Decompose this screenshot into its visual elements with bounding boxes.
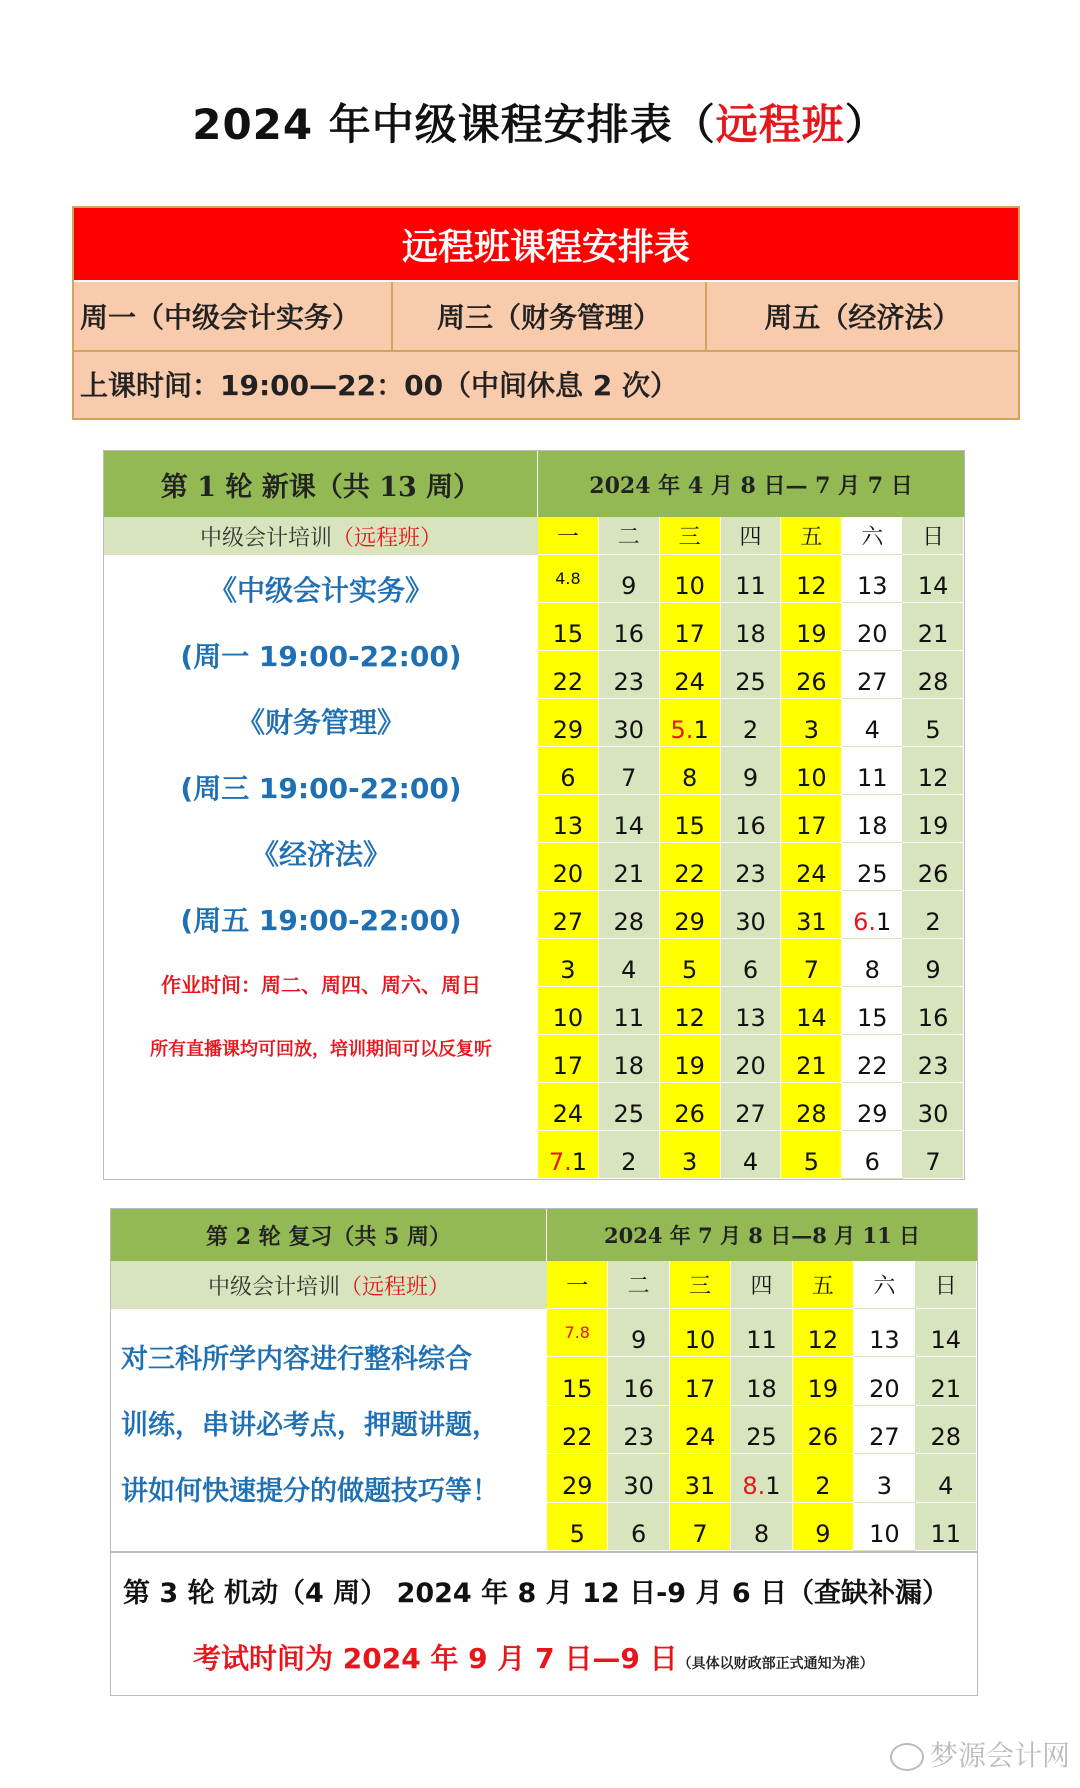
calendar-day: 10 [660,555,721,603]
weekday-header: 二 [608,1261,669,1309]
page-title [0,92,1080,152]
calendar-day: 7 [670,1503,731,1551]
calendar-day: 31 [781,891,842,939]
calendar-day: 14 [903,555,964,603]
calendar-day: 3 [781,699,842,747]
calendar-day: 7 [599,747,660,795]
calendar-day: 23 [608,1406,669,1454]
calendar-day: 24 [538,1083,599,1131]
calendar-day: 19 [793,1357,854,1405]
weekday-header: 五 [793,1261,854,1309]
calendar-day: 28 [903,651,964,699]
round2-title: 第 2 轮 复习（共 5 周） [111,1209,547,1261]
calendar-day: 25 [731,1406,792,1454]
calendar-day: 6. 1 [842,891,903,939]
calendar-day: 14 [781,987,842,1035]
calendar-day: 12 [903,747,964,795]
calendar-day: 4.8 [538,555,599,603]
calendar-day: 28 [916,1406,977,1454]
calendar-day: 30 [599,699,660,747]
weekday-header: 一 [547,1261,608,1309]
calendar-day: 30 [903,1083,964,1131]
class-time: 上课时间：19:00—22：00（中间休息 2 次） [80,369,679,402]
calendar-day: 15 [660,795,721,843]
calendar-day: 24 [781,843,842,891]
calendar-day: 10 [854,1503,915,1551]
calendar-day: 4 [916,1454,977,1502]
calendar-day: 17 [660,603,721,651]
calendar-day: 9 [903,939,964,987]
calendar-day: 26 [793,1406,854,1454]
calendar-day: 6 [842,1131,903,1179]
calendar-day: 25 [599,1083,660,1131]
calendar-day: 14 [916,1309,977,1357]
title-highlight: 远程班 [715,100,845,149]
calendar-day: 18 [721,603,782,651]
calendar-day: 20 [854,1357,915,1405]
calendar-day: 16 [721,795,782,843]
calendar-day: 8 [731,1503,792,1551]
wechat-icon [890,1743,924,1771]
calendar-day: 9 [721,747,782,795]
friday-subject: 周五（经济法） [764,301,961,334]
calendar-day: 13 [842,555,903,603]
round1-time-1: (周一 19:00-22:00) [180,640,462,673]
calendar-day: 11 [842,747,903,795]
calendar-day: 11 [731,1309,792,1357]
calendar-day: 16 [608,1357,669,1405]
calendar-day: 28 [781,1083,842,1131]
calendar-day: 10 [781,747,842,795]
calendar-day: 19 [660,1035,721,1083]
calendar-day: 21 [903,603,964,651]
calendar-day: 12 [660,987,721,1035]
round3-line: 第 3 轮 机动（4 周） 2024 年 8 月 12 日-9 月 6 日（查缺补漏） [123,1578,950,1609]
calendar-day: 4 [599,939,660,987]
calendar-day: 20 [842,603,903,651]
calendar-day: 22 [660,843,721,891]
calendar-day: 20 [721,1035,782,1083]
calendar-day: 7. 1 [538,1131,599,1179]
calendar-day: 8 [660,747,721,795]
calendar-day: 25 [721,651,782,699]
calendar-day: 23 [599,651,660,699]
calendar-day: 22 [547,1406,608,1454]
schedule-summary-box [72,206,1020,420]
calendar-day: 9 [608,1309,669,1357]
calendar-day: 11 [721,555,782,603]
calendar-day: 20 [538,843,599,891]
calendar-day: 3 [854,1454,915,1502]
calendar-day: 28 [599,891,660,939]
round1-calendar [538,517,964,1179]
weekday-header: 日 [903,517,964,555]
calendar-day: 26 [660,1083,721,1131]
calendar-day: 21 [599,843,660,891]
calendar-day: 7 [903,1131,964,1179]
monday-subject: 周一（中级会计实务） [74,282,393,350]
calendar-day: 15 [842,987,903,1035]
calendar-day: 18 [599,1035,660,1083]
weekday-header: 四 [731,1261,792,1309]
calendar-day: 17 [538,1035,599,1083]
calendar-day: 27 [842,651,903,699]
calendar-day: 8 [842,939,903,987]
weekday-header: 二 [599,517,660,555]
calendar-day: 12 [793,1309,854,1357]
calendar-day: 6 [721,939,782,987]
watermark [890,1734,1070,1774]
calendar-day: 16 [903,987,964,1035]
calendar-day: 23 [721,843,782,891]
round1-sub-red: （远程班） [332,525,443,551]
round2-subtitle [111,1261,547,1309]
calendar-day: 29 [660,891,721,939]
round1-course-2: 《财务管理》 [236,706,405,739]
round2-date-range: 2024 年 7 月 8 日—8 月 11 日 [547,1209,977,1261]
weekday-header: 三 [670,1261,731,1309]
round1-course-3: 《经济法》 [250,838,391,871]
calendar-day: 15 [547,1357,608,1405]
calendar-day: 14 [599,795,660,843]
calendar-day: 6 [538,747,599,795]
wednesday-subject: 周三（财务管理） [393,282,706,350]
weekday-header: 六 [854,1261,915,1309]
calendar-day: 2 [721,699,782,747]
calendar-day: 3 [538,939,599,987]
calendar-day: 24 [660,651,721,699]
calendar-day: 29 [547,1454,608,1502]
calendar-day: 30 [608,1454,669,1502]
calendar-day: 10 [670,1309,731,1357]
calendar-day: 12 [781,555,842,603]
calendar-day: 18 [731,1357,792,1405]
round1-time-2: (周三 19:00-22:00) [180,772,462,805]
calendar-day: 13 [721,987,782,1035]
calendar-day: 8. 1 [731,1454,792,1502]
exam-line [193,1637,973,1677]
calendar-day: 17 [670,1357,731,1405]
calendar-day: 26 [903,843,964,891]
round1-title: 第 1 轮 新课（共 13 周） [104,451,538,517]
calendar-day: 21 [781,1035,842,1083]
calendar-day: 27 [538,891,599,939]
round1-course-1: 《中级会计实务》 [208,574,433,607]
calendar-day: 5 [547,1503,608,1551]
calendar-day: 29 [842,1083,903,1131]
round1-replay-note: 所有直播课均可回放，培训期间可以反复听 [150,1039,492,1060]
round2-desc-1: 对三科所学内容进行整科综合 [121,1344,472,1375]
round1-subtitle [104,517,538,555]
calendar-day: 23 [903,1035,964,1083]
calendar-day: 18 [842,795,903,843]
round1-section [103,450,965,1180]
calendar-day: 2 [599,1131,660,1179]
calendar-day: 16 [599,603,660,651]
round1-sub-prefix: 中级会计培训 [199,525,332,551]
round1-date-range: 2024 年 4 月 8 日— 7 月 7 日 [538,451,964,517]
round2-desc-3: 讲如何快速提分的做题技巧等！ [121,1476,499,1507]
calendar-day: 9 [793,1503,854,1551]
calendar-day: 7 [781,939,842,987]
round1-time-3: (周五 19:00-22:00) [180,904,462,937]
calendar-day: 21 [916,1357,977,1405]
calendar-day: 19 [781,603,842,651]
exam-time: 考试时间为 2024 年 9 月 7 日—9 日 [193,1642,678,1675]
calendar-day: 27 [721,1083,782,1131]
calendar-day: 30 [721,891,782,939]
calendar-day: 2 [903,891,964,939]
calendar-day: 19 [903,795,964,843]
calendar-day: 4 [721,1131,782,1179]
weekday-row [74,280,1018,352]
round2-sub-red: （远程班） [340,1274,451,1300]
calendar-day: 10 [538,987,599,1035]
round1-homework-note: 作业时间：周二、周四、周六、周日 [161,973,481,997]
calendar-day: 5 [660,939,721,987]
calendar-day: 24 [670,1406,731,1454]
exam-note: （具体以财政部正式通知为准） [677,1656,874,1672]
calendar-day: 27 [854,1406,915,1454]
weekday-header: 五 [781,517,842,555]
summary-header: 远程班课程安排表 [74,208,1018,280]
calendar-day: 15 [538,603,599,651]
title-prefix: 2024 年中级课程安排表（ [192,100,716,149]
weekday-header: 日 [916,1261,977,1309]
watermark-text: 梦源会计网 [930,1739,1071,1772]
calendar-day: 29 [538,699,599,747]
calendar-day: 2 [793,1454,854,1502]
weekday-header: 四 [721,517,782,555]
round2-divider [111,1551,977,1553]
calendar-day: 9 [599,555,660,603]
calendar-day: 22 [538,651,599,699]
calendar-day: 11 [916,1503,977,1551]
calendar-day: 6 [608,1503,669,1551]
round2-section [110,1208,978,1696]
calendar-day: 17 [781,795,842,843]
calendar-day: 31 [670,1454,731,1502]
calendar-day: 3 [660,1131,721,1179]
calendar-day: 4 [842,699,903,747]
calendar-day: 26 [781,651,842,699]
calendar-day: 5 [903,699,964,747]
calendar-day: 22 [842,1035,903,1083]
weekday-header: 六 [842,517,903,555]
calendar-day: 25 [842,843,903,891]
round2-calendar [547,1261,977,1551]
round2-sub-prefix: 中级会计培训 [207,1274,340,1300]
weekday-header: 一 [538,517,599,555]
calendar-day: 7.8 [547,1309,608,1357]
weekday-header: 三 [660,517,721,555]
calendar-day: 5 [781,1131,842,1179]
calendar-day: 11 [599,987,660,1035]
calendar-day: 13 [538,795,599,843]
calendar-day: 5. 1 [660,699,721,747]
title-suffix: ） [844,100,888,149]
calendar-day: 13 [854,1309,915,1357]
round2-desc-2: 训练，串讲必考点，押题讲题， [121,1410,499,1441]
